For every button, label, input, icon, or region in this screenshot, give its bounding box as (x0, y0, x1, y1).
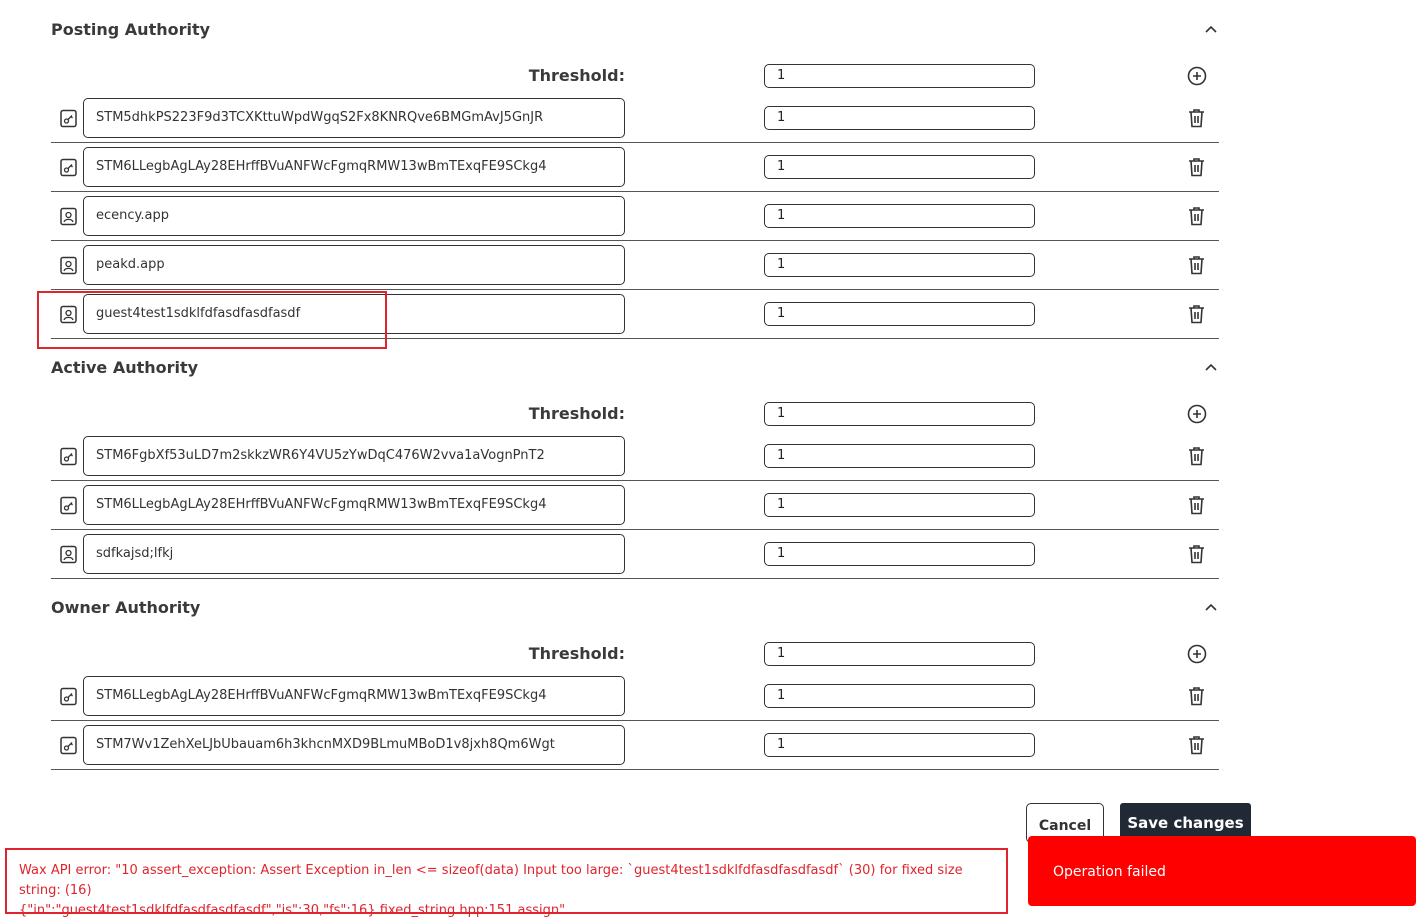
trash-icon[interactable] (1187, 255, 1206, 275)
authority-account-input[interactable]: sdfkajsd;lfkj (83, 534, 625, 574)
weight-input[interactable]: 1 (764, 733, 1035, 757)
trash-icon[interactable] (1187, 206, 1206, 226)
row-divider (51, 578, 1219, 579)
section-title-owner: Owner Authority (51, 598, 201, 617)
trash-icon[interactable] (1187, 544, 1206, 564)
section-title-posting: Posting Authority (51, 20, 211, 39)
key-file-icon (59, 496, 78, 515)
operation-failed-toast[interactable]: Operation failed (1028, 836, 1416, 906)
row-divider (51, 240, 1219, 241)
authority-key-input[interactable]: STM6FgbXf53uLD7m2skkzWR6Y4VU5zYwDqC476W2vva1aVognPnT2 (83, 436, 625, 476)
trash-icon[interactable] (1187, 446, 1206, 466)
cancel-button[interactable]: Cancel (1026, 803, 1104, 843)
error-line-2: {"in":"guest4test1sdklfdfasdfasdfasdf","is":30,"fs":16} fixed_string.hpp:151 assign" (19, 903, 566, 918)
threshold-label: Threshold: (528, 66, 625, 85)
chevron-up-icon[interactable] (1203, 600, 1219, 616)
row-divider (51, 142, 1219, 143)
key-file-icon (59, 687, 78, 706)
row-divider (51, 191, 1219, 192)
weight-input[interactable]: 1 (764, 253, 1035, 277)
key-file-icon (59, 109, 78, 128)
threshold-input[interactable]: 1 (764, 64, 1035, 88)
plus-circle-icon[interactable] (1187, 404, 1207, 424)
weight-input[interactable]: 1 (764, 106, 1035, 130)
trash-icon[interactable] (1187, 108, 1206, 128)
key-file-icon (59, 736, 78, 755)
account-icon (59, 545, 78, 564)
authority-account-input[interactable]: guest4test1sdklfdfasdfasdfasdf (83, 294, 625, 334)
trash-icon[interactable] (1187, 495, 1206, 515)
row-divider (51, 769, 1219, 770)
threshold-label: Threshold: (528, 404, 625, 423)
authority-key-input[interactable]: STM6LLegbAgLAy28EHrffBVuANFWcFgmqRMW13wBmTExqFE9SCkg4 (83, 147, 625, 187)
authority-account-input[interactable]: ecency.app (83, 196, 625, 236)
weight-input[interactable]: 1 (764, 302, 1035, 326)
account-icon (59, 256, 78, 275)
weight-input[interactable]: 1 (764, 493, 1035, 517)
error-field-highlight (37, 291, 387, 349)
row-divider (51, 480, 1219, 481)
error-line-1: Wax API error: "10 assert_exception: Assert Exception in_len <= sizeof(data) Input too large: `guest4test1sdklfdfasdfasdfasdf` (30) for fixed size string: (16) (19, 863, 963, 898)
authority-key-input[interactable]: STM7Wv1ZehXeLJbUbauam6h3khcnMXD9BLmuMBoD1v8jxh8Qm6Wgt (83, 725, 625, 765)
account-icon (59, 207, 78, 226)
key-file-icon (59, 447, 78, 466)
trash-icon[interactable] (1187, 686, 1206, 706)
error-message (5, 848, 1008, 918)
row-divider (51, 529, 1219, 530)
trash-icon[interactable] (1187, 157, 1206, 177)
plus-circle-icon[interactable] (1187, 66, 1207, 86)
trash-icon[interactable] (1187, 735, 1206, 755)
weight-input[interactable]: 1 (764, 542, 1035, 566)
threshold-input[interactable]: 1 (764, 642, 1035, 666)
weight-input[interactable]: 1 (764, 444, 1035, 468)
weight-input[interactable]: 1 (764, 204, 1035, 228)
key-file-icon (59, 158, 78, 177)
plus-circle-icon[interactable] (1187, 644, 1207, 664)
authority-account-input[interactable]: peakd.app (83, 245, 625, 285)
authority-key-input[interactable]: STM5dhkPS223F9d3TCXKttuWpdWgqS2Fx8KNRQve6BMGmAvJ5GnJR (83, 98, 625, 138)
save-changes-button[interactable]: Save changes (1120, 803, 1251, 843)
chevron-up-icon[interactable] (1203, 360, 1219, 376)
trash-icon[interactable] (1187, 304, 1206, 324)
weight-input[interactable]: 1 (764, 155, 1035, 179)
section-title-active: Active Authority (51, 358, 199, 377)
weight-input[interactable]: 1 (764, 684, 1035, 708)
threshold-label: Threshold: (528, 644, 625, 663)
authority-key-input[interactable]: STM6LLegbAgLAy28EHrffBVuANFWcFgmqRMW13wBmTExqFE9SCkg4 (83, 676, 625, 716)
threshold-input[interactable]: 1 (764, 402, 1035, 426)
row-divider (51, 289, 1219, 290)
authority-key-input[interactable]: STM6LLegbAgLAy28EHrffBVuANFWcFgmqRMW13wBmTExqFE9SCkg4 (83, 485, 625, 525)
chevron-up-icon[interactable] (1203, 22, 1219, 38)
row-divider (51, 720, 1219, 721)
